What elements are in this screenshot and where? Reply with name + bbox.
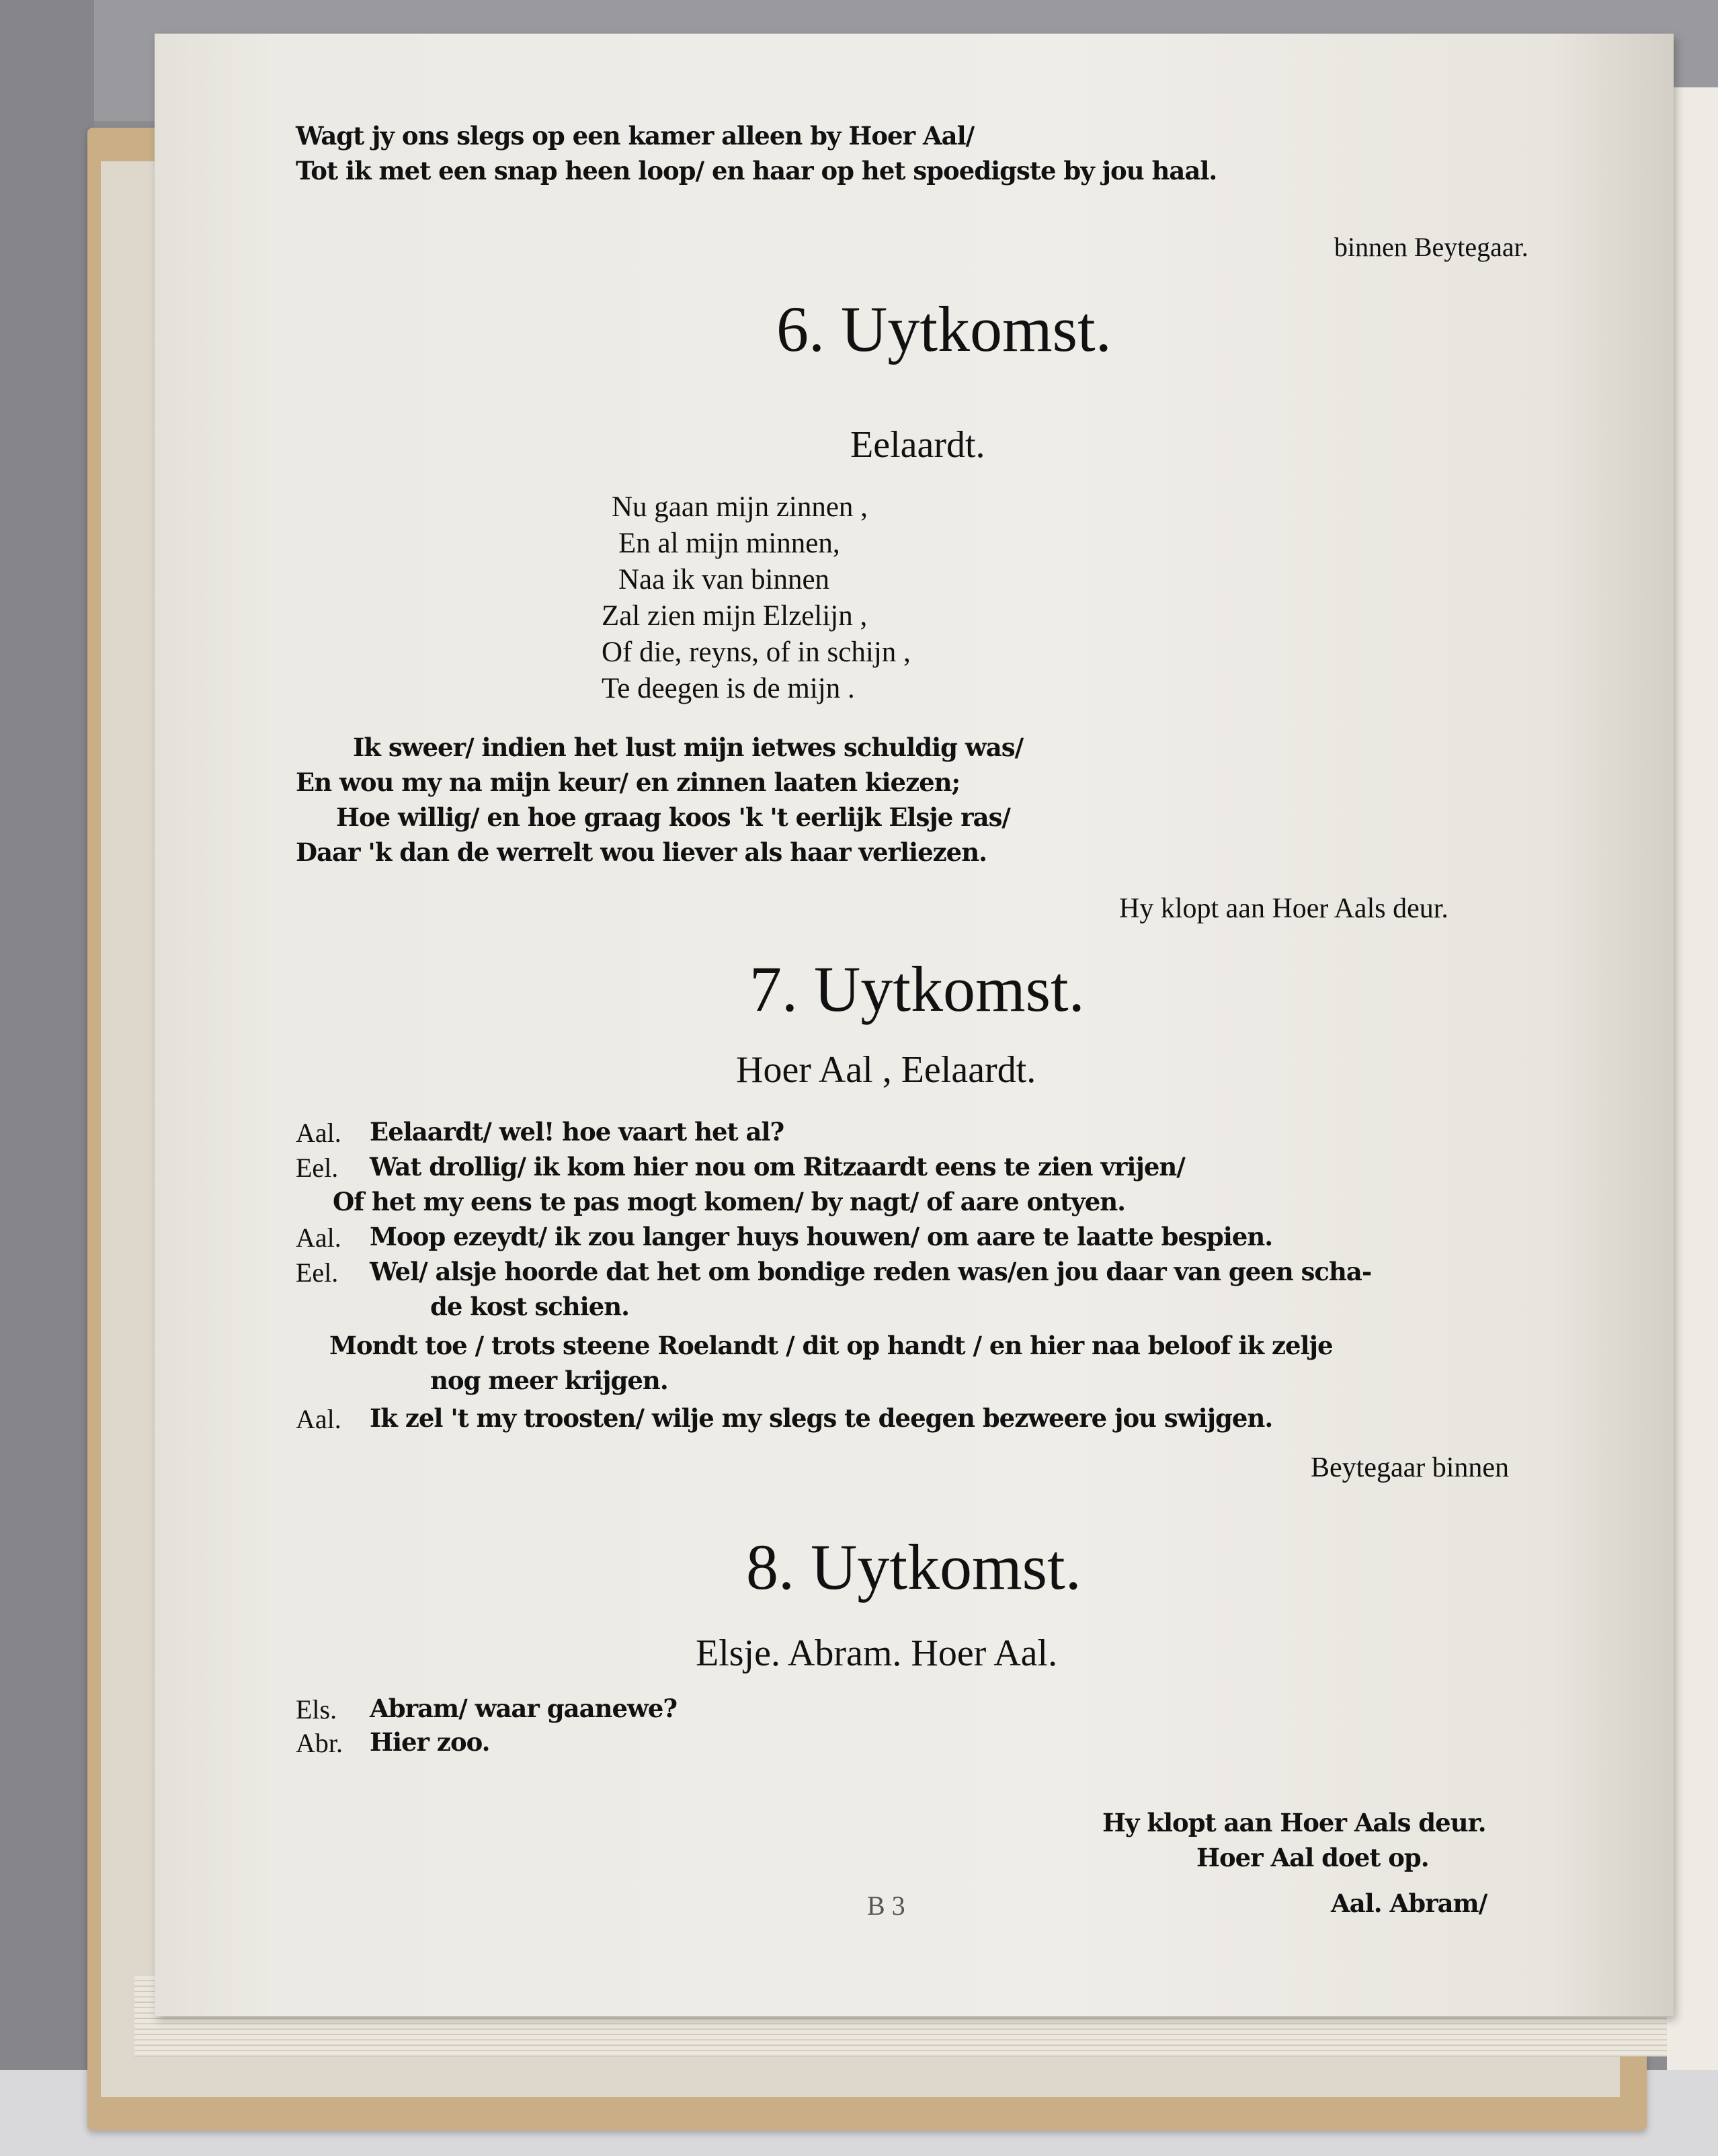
dialogue-line: Wat drollig/ ik kom hier nou om Ritzaardt eens te zien vrijen/ xyxy=(370,1152,1185,1181)
signature-mark: B 3 xyxy=(867,1891,905,1921)
speaker-label: Eel. xyxy=(296,1257,339,1288)
dialogue-line: Ik zel 't my troosten/ wilje my slegs te deegen bezweere jou swijgen. xyxy=(370,1403,1273,1433)
verse-line: Zal zien mijn Elzelijn , xyxy=(602,600,868,632)
dialogue-line: nog meer krijgen. xyxy=(430,1366,668,1395)
scene-8-heading: 8. Uytkomst. xyxy=(746,1531,1081,1603)
verse-line: Nu gaan mijn zinnen , xyxy=(612,491,868,523)
scene-7-persons: Hoer Aal , Eelaardt. xyxy=(736,1049,1036,1091)
prose-line: Hoe willig/ en hoe graag koos 'k 't eerlijk Elsje ras/ xyxy=(336,802,1010,832)
dialogue-line: Abram/ waar gaanewe? xyxy=(370,1694,678,1723)
scene-6-heading: 6. Uytkomst. xyxy=(776,293,1112,365)
scene-7-heading: 7. Uytkomst. xyxy=(749,953,1085,1025)
top-line-2: Tot ik met een snap heen loop/ en haar op het spoedigste by jou haal. xyxy=(296,156,1217,185)
dialogue-line: Eelaardt/ wel! hoe vaart het al? xyxy=(370,1117,784,1147)
speaker-label: Eel. xyxy=(296,1153,339,1183)
stage-direction: Beytegaar binnen xyxy=(1311,1452,1510,1483)
speaker-label: Els. xyxy=(296,1694,337,1725)
dialogue-line: Hier zoo. xyxy=(370,1727,490,1757)
top-line-1: Wagt jy ons slegs op een kamer alleen by Hoer Aal/ xyxy=(296,121,975,151)
prose-line: Ik sweer/ indien het lust mijn ietwes schuldig was/ xyxy=(353,733,1024,762)
catchword: Aal. Abram/ xyxy=(1331,1889,1487,1918)
verse-line: Of die, reyns, of in schijn , xyxy=(602,636,911,668)
book-page xyxy=(155,34,1674,2016)
stage-direction: Hy klopt aan Hoer Aals deur. xyxy=(1102,1808,1486,1837)
dialogue-line: Of het my eens te pas mogt komen/ by nagt/ of aare ontyen. xyxy=(333,1187,1126,1216)
speaker-label: Abr. xyxy=(296,1728,343,1758)
stage-direction-binnen: binnen Beytegaar. xyxy=(1334,232,1528,262)
background-cloth-left xyxy=(0,0,94,2156)
verse-line: Naa ik van binnen xyxy=(618,564,830,595)
scene-6-speaker: Eelaardt. xyxy=(850,424,985,466)
speaker-label: Aal. xyxy=(296,1404,341,1434)
prose-line: Daar 'k dan de werrelt wou liever als haar verliezen. xyxy=(296,837,987,867)
stage-direction: Hy klopt aan Hoer Aals deur. xyxy=(1119,893,1448,924)
dialogue-line: de kost schien. xyxy=(430,1292,630,1321)
verse-line: Te deegen is de mijn . xyxy=(602,673,855,704)
dialogue-line: Mondt toe / trots steene Roelandt / dit op handt / en hier naa beloof ik zelje xyxy=(329,1331,1333,1360)
facing-page xyxy=(1667,87,1718,2070)
stage-direction: Hoer Aal doet op. xyxy=(1196,1843,1429,1872)
speaker-label: Aal. xyxy=(296,1118,341,1148)
scene-8-persons: Elsje. Abram. Hoer Aal. xyxy=(696,1632,1058,1674)
prose-line: En wou my na mijn keur/ en zinnen laaten kiezen; xyxy=(296,768,960,797)
dialogue-line: Wel/ alsje hoorde dat het om bondige reden was/en jou daar van geen scha- xyxy=(370,1257,1372,1286)
speaker-label: Aal. xyxy=(296,1222,341,1253)
verse-line: En al mijn minnen, xyxy=(618,528,840,559)
dialogue-line: Moop ezeydt/ ik zou langer huys houwen/ om aare te laatte bespien. xyxy=(370,1222,1273,1251)
